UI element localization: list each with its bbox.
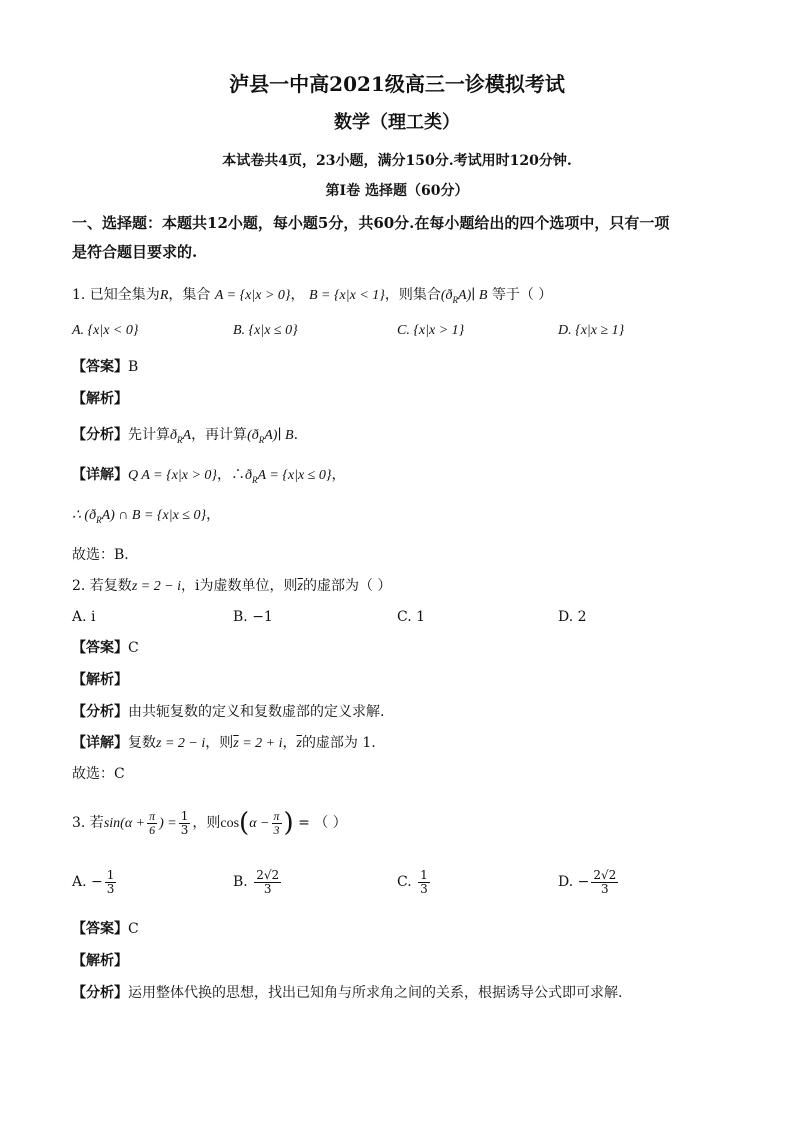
q3-frac-num: 2√2 [256,867,280,882]
q3-option-frac [591,869,618,896]
q3-analysis-text: 运用整体代换的思想，找出已知角与所求角之间的关系，根据诱导公式即可求解. [128,985,623,1001]
q1-analysis-text: ，再计算 [191,427,248,443]
answer-tag: 【答案】 [72,359,128,375]
q2-choice: 故选：C [72,766,125,782]
q1-answer-value: B [128,359,139,375]
q3-frac-den: 3 [601,881,609,896]
q3-option-a[interactable] [72,866,118,898]
q2-detail-text: 复数 [128,735,156,751]
q2-detail-text: 的虚部为 1. [301,735,376,751]
q3-stem [72,808,347,839]
q1-analysis-math1 [170,428,191,443]
q3-option-sign: − [91,874,103,890]
q3-frac-num: π [149,808,156,823]
q1-analysis-text: 先计算 [128,427,170,443]
q1-stem-text: 1. 已知全集为 [72,287,160,303]
q2-zbar: $\overline{z}$ [297,579,303,594]
q1-comma: ， [290,287,305,303]
q1-answer [72,358,138,376]
q2-detail-z: z = 2 − i [156,736,206,751]
q3-option-b[interactable] [233,866,283,898]
q3-answer-value: C [128,921,139,937]
q1-option-d[interactable]: D. {x|x ≥ 1} [558,323,625,338]
q1-line2-tail: A) ∩ B = {x|x ≤ 0} [101,508,207,523]
q3-pi-over-6 [147,810,157,837]
analysis-tag: 【分析】 [72,704,128,720]
q1-analysis-math1-head: ð [170,428,177,443]
q2-detail-text: ，则 [205,735,234,751]
q1-option-a[interactable]: A. {x|x < 0} [72,323,139,338]
q3-answer [72,920,139,938]
q1-detail-sep: ，∴ [217,467,246,483]
q2-detail [72,734,376,753]
q1-analysis-math1-tail: A [182,428,192,443]
q1-detail [72,466,345,489]
q2-analysis-text: 由共轭复数的定义和复数虚部的定义求解. [128,704,385,720]
q1-expr-sub: R [452,294,459,305]
q3-frac-num: 1 [180,808,189,823]
q3-sin: sin(α + [103,816,146,831]
q1-expression [441,288,488,303]
q1-line2-end: ， [206,508,221,523]
q3-frac-den: 3 [106,881,115,896]
q2-z-expr: z = 2 − i [131,579,182,594]
exam-subject: 数学（理工类） [334,112,460,133]
q1-expr-head: (ð [440,288,453,303]
q3-option-label: B. [233,874,248,890]
q1-stem-text: ，集合 [168,287,211,303]
q3-option-d[interactable] [558,866,620,898]
q1-option-c[interactable]: C. {x|x > 1} [397,323,465,338]
detail-tag: 【详解】 [72,735,128,751]
q3-option-frac [105,869,117,896]
q3-stem-text: ，则 [192,815,221,831]
q3-frac-den: 3 [420,881,428,896]
part-heading: 第I卷 选择题（60分） [325,183,469,199]
q1-detail-end: ， [331,467,346,483]
q2-detail-zbar: $\overline{z}$ [233,736,239,751]
exam-info: 本试卷共4页，23小题，满分150分.考试用时120分钟. [222,153,572,169]
q3-left-paren: ( [239,808,250,838]
section-heading-line1: 一、选择题：本题共12小题，每小题5分，共60分.在每小题给出的四个选项中，只有一项 [72,214,670,232]
q3-frac-den: 6 [149,822,156,837]
q3-frac-den: 3 [263,881,272,896]
q2-detail-zbar2: $\overline{z}$ [296,736,302,751]
q2-jiexi: 【解析】 [72,672,128,688]
q2-detail-eq: = 2 + i [238,736,283,751]
q3-frac-num: π [273,808,280,823]
q1-analysis-end: . [293,427,299,443]
answer-tag: 【答案】 [72,640,128,656]
q1-set-b: B = {x|x < 1} [308,288,385,303]
section-heading-line2: 是符合题目要求的. [72,243,198,261]
analysis-tag: 【分析】 [72,985,128,1001]
q2-option-a[interactable]: A. i [72,609,96,625]
answer-tag: 【答案】 [72,921,128,937]
q3-jiexi: 【解析】 [72,953,128,969]
q1-choice: 故选：B. [72,547,129,563]
q3-cos: cos [220,816,240,831]
q3-option-frac [418,869,430,896]
q1-analysis-math2-head: (ð [247,428,259,443]
q3-sin-close: ) = [159,816,177,831]
q3-option-c[interactable] [397,866,432,898]
q2-option-b[interactable]: B. −1 [233,609,273,625]
q1-detail-math2 [245,468,331,483]
q3-frac-num: 2√2 [593,867,617,882]
q3-right-paren: ) [283,808,294,838]
q1-detail-math2-tail: A = {x|x ≤ 0} [257,468,332,483]
q2-answer-value: C [128,640,139,656]
q2-stem-text: 2. 若复数 [72,578,132,594]
q1-detail-math2-head: ð [245,468,253,483]
q1-analysis [72,426,298,449]
q2-stem-text: ，i为虚数单位，则 [181,578,298,594]
detail-tag: 【详解】 [72,467,128,483]
q1-line2-sub: R [96,514,102,525]
q1-set-a: A = {x|x > 0} [214,288,291,303]
q2-stem [72,577,391,596]
q3-option-label: A. [72,874,87,890]
q3-analysis [72,984,622,1002]
q1-stem-text: ，则集合 [384,287,441,303]
q3-stem-end: = （ ） [293,815,347,831]
q2-option-d[interactable]: D. 2 [558,609,587,625]
q1-stem-text: 等于（ ） [491,287,553,303]
q1-detail-math1: Q A = {x|x > 0} [128,468,218,483]
q1-line2-head: ∴ (ð [72,508,97,523]
q1-stem [72,286,552,309]
q1-detail-line2 [72,507,220,529]
q3-stem-text: 3. 若 [72,815,104,831]
q3-option-frac [254,869,281,896]
q1-analysis-math1-sub: R [177,434,183,445]
q3-one-third [179,810,191,837]
q1-option-b[interactable]: B. {x|x ≤ 0} [233,323,298,338]
q3-option-label: D. [558,874,574,890]
q1-analysis-math2 [247,428,294,443]
q3-frac-num: 1 [420,867,428,882]
q1-analysis-math2-tail: A)∣ B [264,428,294,443]
q3-cos-arg: α − [249,816,270,831]
q3-frac-den: 3 [273,822,280,837]
q3-option-label: C. [397,874,412,890]
q1-detail-math2-sub: R [252,474,258,485]
q2-detail-text: ， [282,735,297,751]
q3-option-sign: − [577,874,590,890]
q1-jiexi: 【解析】 [72,391,128,407]
q3-frac-den: 3 [180,822,189,837]
q2-analysis [72,703,384,721]
q1-expr-tail: A)∣ B [458,288,488,303]
q2-answer [72,639,139,657]
q1-universal-set: R [159,288,169,303]
q3-pi-over-3 [272,810,282,837]
q3-frac-num: 1 [106,867,115,882]
q2-stem-text: 的虚部为（ ） [302,578,392,594]
analysis-tag: 【分析】 [72,427,128,443]
q2-option-c[interactable]: C. 1 [397,609,426,625]
q1-analysis-math2-sub: R [258,434,265,445]
exam-title: 泸县一中高2021级高三一诊模拟考试 [229,72,565,96]
